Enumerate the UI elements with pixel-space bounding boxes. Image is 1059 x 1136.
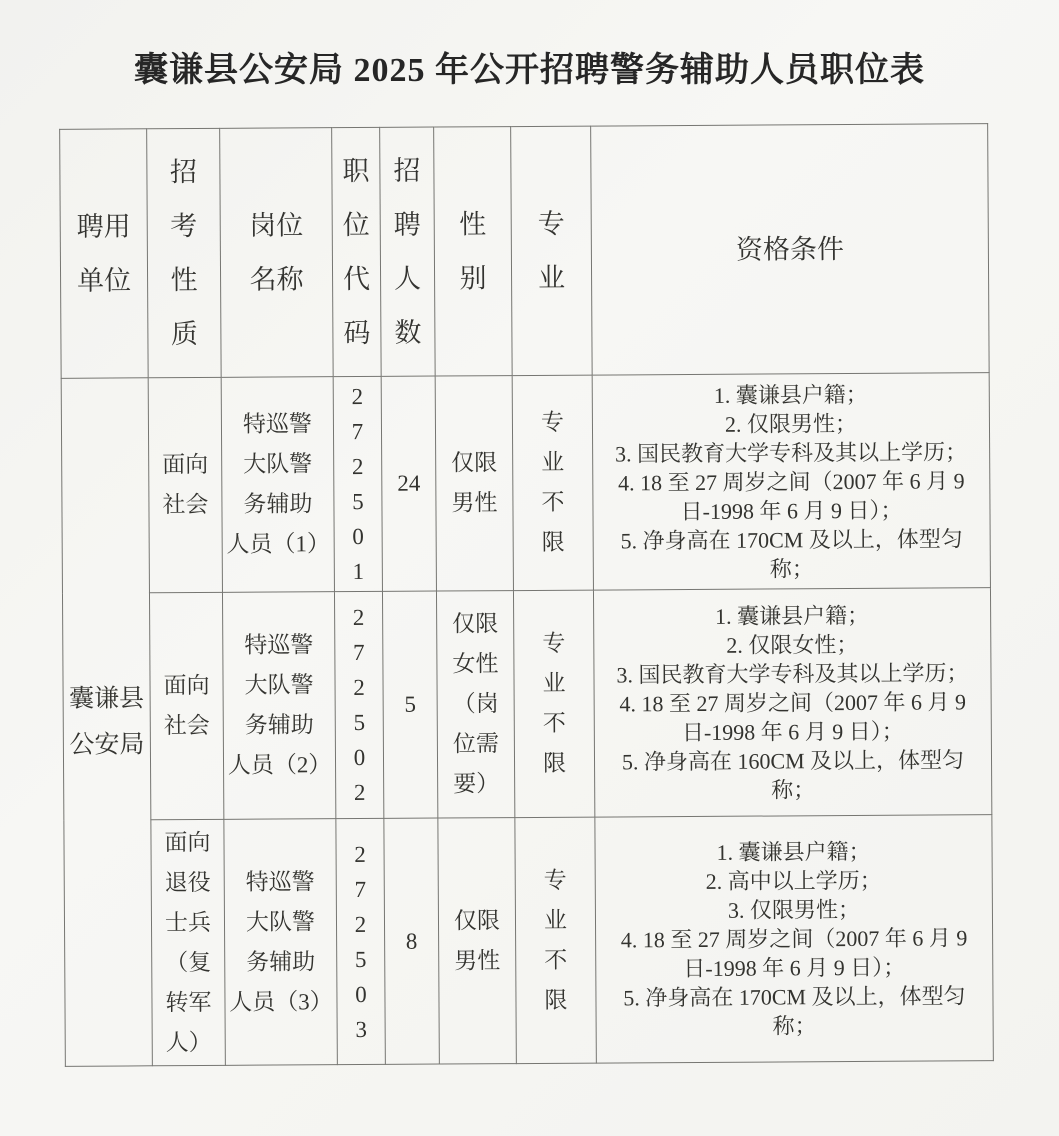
row-3-headcount: 8 <box>384 818 440 1064</box>
row-2-post-code: 2 7 2 5 0 2 <box>334 591 383 818</box>
header-qualifications: 资格条件 <box>591 124 990 375</box>
header-nature: 招 考 性 质 <box>147 128 222 377</box>
row-2-post-name: 特巡警 大队警 务辅助 人员（2） <box>222 592 335 820</box>
cell-employer: 囊谦县 公安局 <box>61 378 152 1067</box>
header-employer: 聘用 单位 <box>60 129 149 379</box>
page-title: 囊谦县公安局 2025 年公开招聘警务辅助人员职位表 <box>134 52 925 89</box>
row-3-post-name: 特巡警 大队警 务辅助 人员（3） <box>224 819 338 1066</box>
table-header-row <box>60 124 990 379</box>
row-1-major: 专 业 不 限 <box>512 375 593 590</box>
row-1-gender: 仅限 男性 <box>435 376 513 591</box>
row-3-major: 专 业 不 限 <box>515 817 597 1063</box>
row-2-major: 专 业 不 限 <box>513 590 594 817</box>
job-position-table <box>59 123 994 1067</box>
table-row-2 <box>62 588 991 821</box>
row-2-nature: 面向 社会 <box>149 592 223 819</box>
row-3-nature: 面向 退役 士兵 （复 转军 人） <box>151 819 226 1065</box>
header-post-name: 岗位 名称 <box>220 128 334 378</box>
header-headcount: 招 聘 人 数 <box>380 127 436 376</box>
row-3-gender: 仅限 男性 <box>438 818 517 1064</box>
row-1-qualifications: 1. 囊谦县户籍； 2. 仅限男性； 3. 国民教育大学专科及其以上学历； 4. 18 至 27 周岁之间（2007 年 6 月 9 日-1998 年 6 月 9 日）； 5. 净身高在 170CM 及以上，体型匀 称； <box>592 373 990 590</box>
table-row-1 <box>61 373 990 594</box>
row-3-post-code: 2 7 2 5 0 3 <box>336 818 386 1064</box>
row-1-post-code: 2 7 2 5 0 1 <box>333 376 382 591</box>
row-1-headcount: 24 <box>381 376 436 591</box>
row-1-nature: 面向 社会 <box>148 377 222 592</box>
header-post-code: 职 位 代 码 <box>332 127 382 376</box>
header-gender: 性 别 <box>434 127 513 376</box>
row-3-qualifications: 1. 囊谦县户籍； 2. 高中以上学历； 3. 仅限男性； 4. 18 至 27 周岁之间（2007 年 6 月 9 日-1998 年 6 月 9 日）； 5. 净身高在 170CM 及以上，体型匀 称； <box>595 815 993 1063</box>
header-major: 专 业 <box>511 126 593 375</box>
row-2-gender: 仅限 女性 （岗 位需 要） <box>436 591 514 818</box>
table-container <box>59 123 994 1067</box>
row-2-qualifications: 1. 囊谦县户籍； 2. 仅限女性； 3. 国民教育大学专科及其以上学历； 4. 18 至 27 周岁之间（2007 年 6 月 9 日-1998 年 6 月 9 日）； 5. 净身高在 160CM 及以上，体型匀 称； <box>593 588 991 817</box>
row-2-headcount: 5 <box>382 591 437 818</box>
row-1-post-name: 特巡警 大队警 务辅助 人员（1） <box>221 377 334 593</box>
table-row-3 <box>64 815 993 1067</box>
